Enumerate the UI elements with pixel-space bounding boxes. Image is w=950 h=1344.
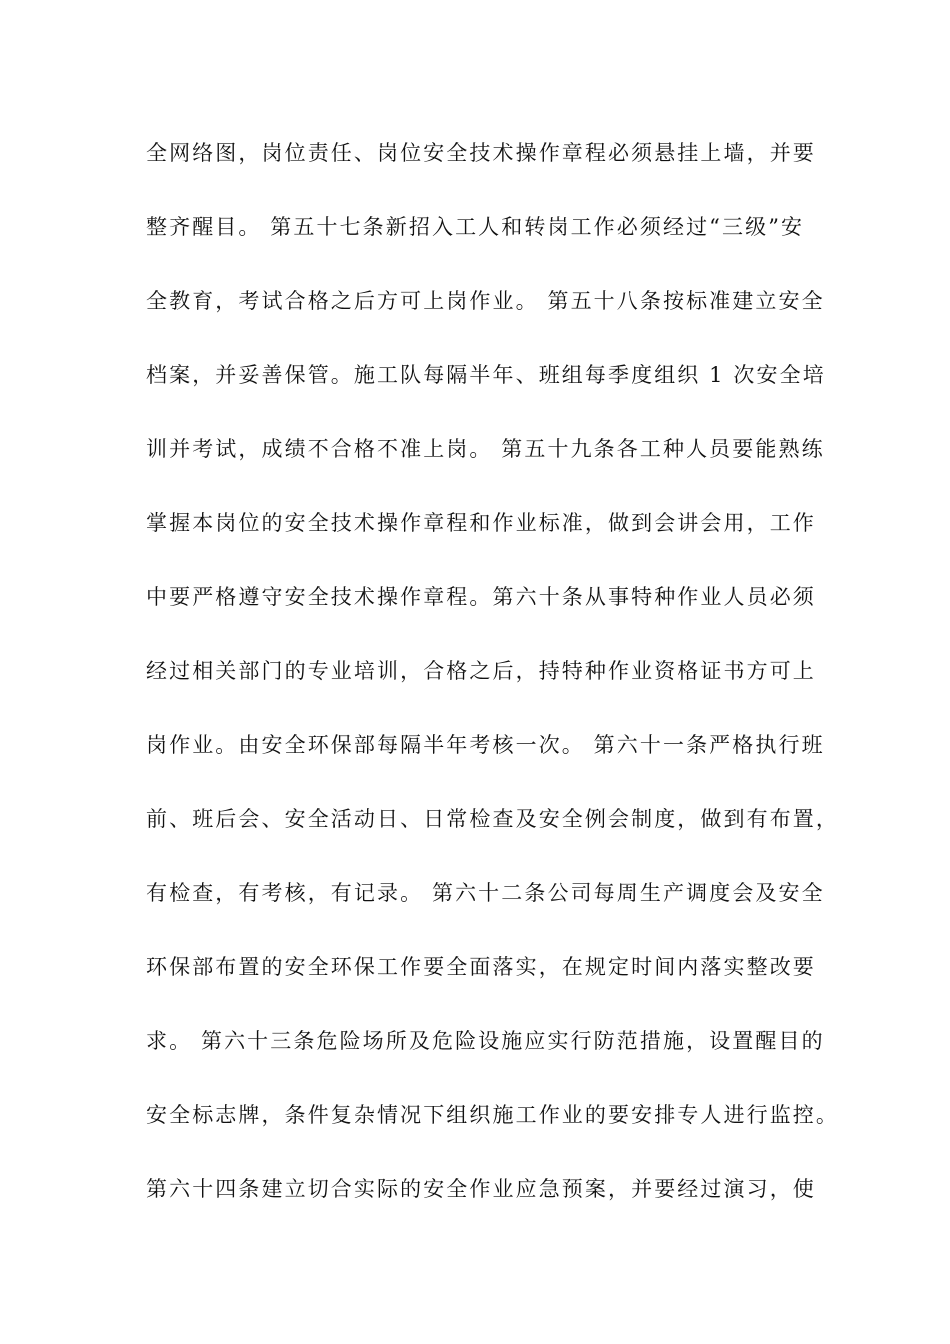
text-line: 档案，并妥善保管。施工队每隔半年、班组每季度组织 1 次安全培 [146,363,826,387]
text-line: 中要严格遵守安全技术操作章程。第六十条从事特种作业人员必须 [146,585,816,609]
text-line: 掌握本岗位的安全技术操作章程和作业标准，做到会讲会用，工作 [146,511,816,535]
text-line: 整齐醒目。 第五十七条新招入工人和转岗工作必须经过“三级”安 [146,215,805,239]
text-line: 环保部布置的安全环保工作要全面落实，在规定时间内落实整改要 [146,955,816,979]
text-line: 全网络图，岗位责任、岗位安全技术操作章程必须悬挂上墙，并要 [146,141,816,165]
text-line: 训并考试，成绩不合格不准上岗。 第五十九条各工种人员要能熟练 [146,437,825,461]
body-text [146,133,839,1243]
text-line: 经过相关部门的专业培训，合格之后，持特种作业资格证书方可上 [146,659,816,683]
text-line: 安全标志牌，条件复杂情况下组织施工作业的要安排专人进行监控。 [146,1103,839,1127]
text-line: 全教育，考试合格之后方可上岗作业。 第五十八条按标准建立安全 [146,289,825,313]
text-line: 岗作业。由安全环保部每隔半年考核一次。 第六十一条严格执行班 [146,733,825,757]
text-line: 求。 第六十三条危险场所及危险设施应实行防范措施，设置醒目的 [146,1029,825,1053]
text-line: 有检查，有考核，有记录。 第六十二条公司每周生产调度会及安全 [146,881,825,905]
text-line: 第六十四条建立切合实际的安全作业应急预案，并要经过演习，使 [146,1177,816,1201]
text-line: 前、班后会、安全活动日、日常检查及安全例会制度，做到有布置， [146,807,839,831]
